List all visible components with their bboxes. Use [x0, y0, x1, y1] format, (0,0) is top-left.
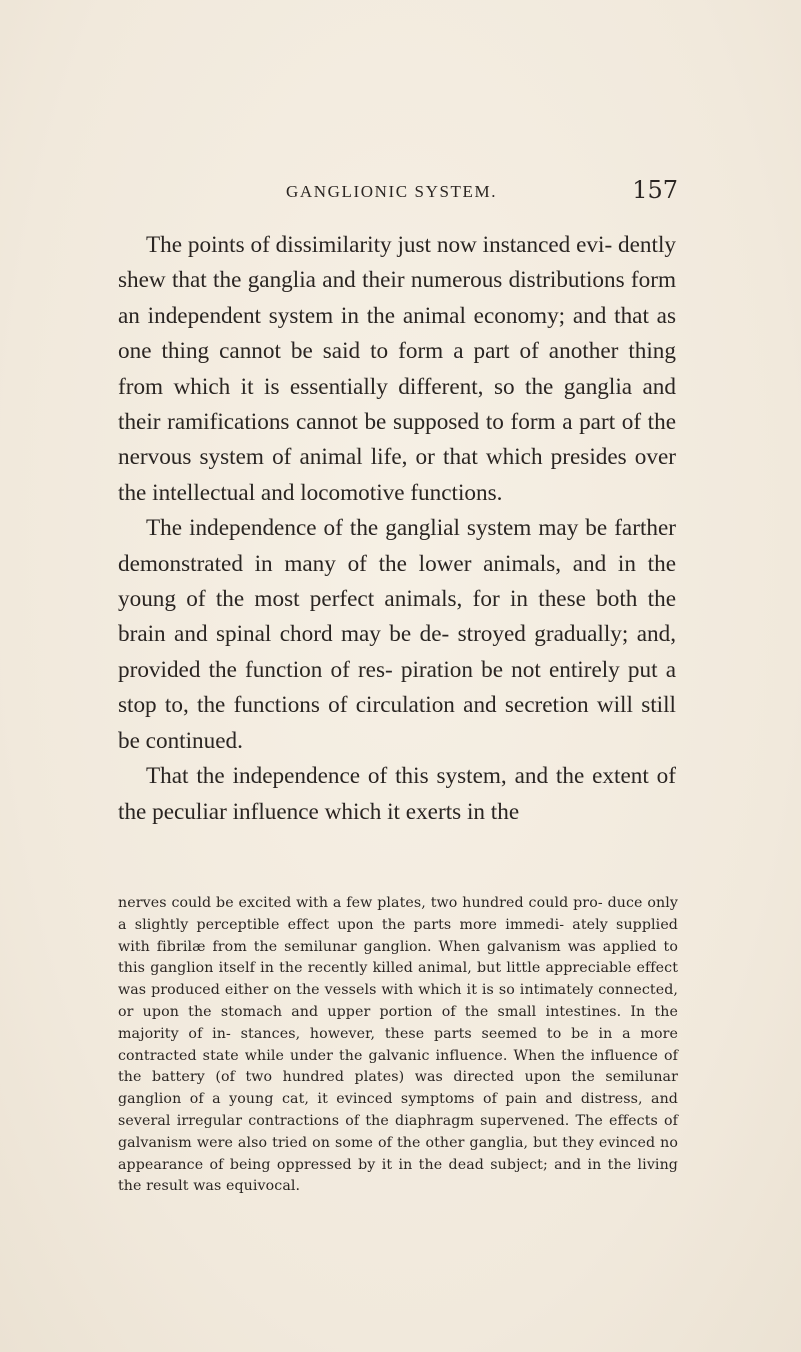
- running-title: GANGLIONIC SYSTEM.: [286, 182, 498, 201]
- footnote: [118, 893, 678, 1198]
- paragraph-2: The independence of the ganglial system may be farther demonstrated in many of the lower animals, and in the young of the most perfect animals, for in these both the brain and spinal chord may be de- stroyed gradually; and, provided the function of res- piration be not entirely put a stop to, the functions of circulation and secretion will still be continued.: [118, 515, 676, 754]
- paragraph-1: The points of dissimilarity just now instanced evi- dently shew that the ganglia and their numerous distributions form an independent system in the animal economy; and that as one thing cannot be said to form a part of another thing from which it is essentially different, so the ganglia and their ramifications cannot be supposed to form a part of the nervous system of animal life, or that which presides over the intellectual and locomotive functions.: [118, 232, 676, 506]
- footnote-text: nerves could be excited with a few plates, two hundred could pro- duce only a slightly perceptible effect upon the parts more immedi- ately supplied with fibrilæ from the semilunar ganglion. When galvanism was applied to this ganglion itself in the recently killed animal, but little appreciable effect was produced either on the vessels with which it is so intimately connected, or upon the stomach and upper portion of the small intestines. In the majority of in- stances, however, these parts seemed to be in a more contracted state while under the galvanic influence. When the influence of the battery (of two hundred plates) was directed upon the semilunar ganglion of a young cat, it evinced symptoms of pain and distress, and several irregular contractions of the diaphragm supervened. The effects of galvanism were also tried on some of the other ganglia, but they evinced no appearance of being oppressed by it in the dead subject; and in the living the result was equivocal.: [118, 895, 678, 1195]
- page-number: 157: [632, 176, 678, 204]
- running-head: [118, 178, 678, 206]
- paragraph-3: That the independence of this system, and the extent of the peculiar influence which it exerts in the: [118, 763, 676, 825]
- main-text: [118, 228, 676, 830]
